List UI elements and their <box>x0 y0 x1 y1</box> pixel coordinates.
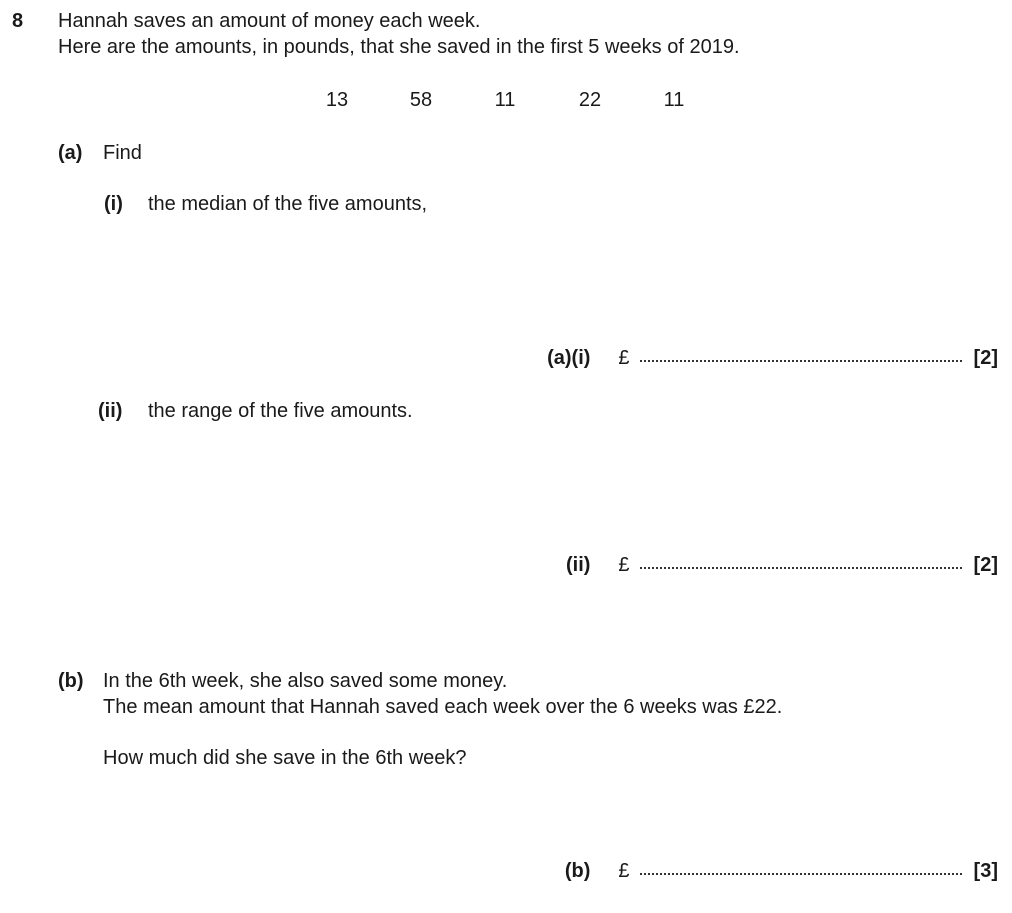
answer-label: (ii) <box>565 554 591 576</box>
part-a-text: Find <box>103 142 142 164</box>
answer-label: (b) <box>564 860 591 882</box>
question-intro-line-2: Here are the amounts, in pounds, that she saved in the first 5 weeks of 2019. <box>58 36 740 58</box>
currency-symbol: £ <box>618 554 630 576</box>
marks-badge: [2] <box>973 554 998 576</box>
answer-dotted-line[interactable] <box>640 553 962 569</box>
amount-value: 58 <box>409 89 433 111</box>
amount-value: 13 <box>325 89 349 111</box>
marks-badge: [2] <box>973 347 998 369</box>
part-a-ii-label: (ii) <box>98 400 123 422</box>
question-intro-line-1: Hannah saves an amount of money each week. <box>58 10 481 32</box>
currency-symbol: £ <box>618 860 630 882</box>
part-b-line-3: How much did she save in the 6th week? <box>103 747 467 769</box>
part-a-ii-text: the range of the five amounts. <box>148 400 413 422</box>
marks-badge: [3] <box>973 860 998 882</box>
part-b-line-2: The mean amount that Hannah saved each week over the 6 weeks was £22. <box>103 696 783 718</box>
answer-line-a-ii[interactable] <box>566 554 998 578</box>
answer-dotted-line[interactable] <box>640 346 962 362</box>
answer-line-b[interactable] <box>565 860 998 884</box>
part-a-label: (a) <box>58 142 83 164</box>
amount-value: 11 <box>663 89 685 111</box>
answer-label: (a)(i) <box>547 347 591 369</box>
answer-dotted-line[interactable] <box>640 859 962 875</box>
part-a-i-label: (i) <box>104 193 123 215</box>
amount-value: 11 <box>494 89 516 111</box>
question-number: 8 <box>12 10 24 32</box>
part-b-line-1: In the 6th week, she also saved some money. <box>103 670 508 692</box>
part-a-i-text: the median of the five amounts, <box>148 193 428 215</box>
answer-line-a-i[interactable] <box>547 347 998 371</box>
amount-value: 22 <box>578 89 602 111</box>
currency-symbol: £ <box>618 347 630 369</box>
part-b-label: (b) <box>58 670 84 692</box>
